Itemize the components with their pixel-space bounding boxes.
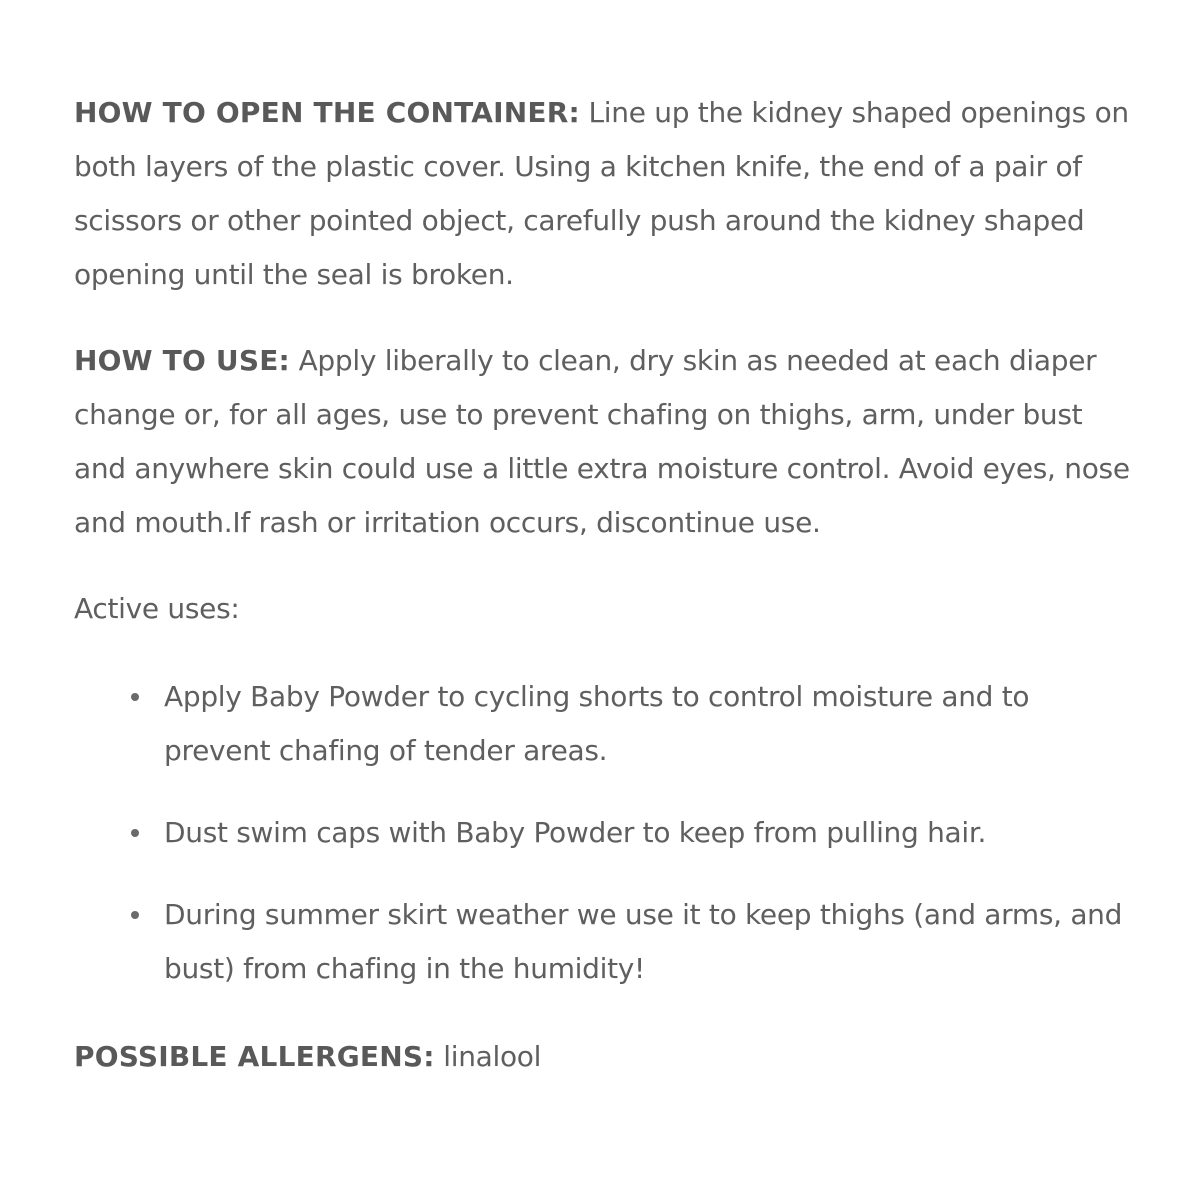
list-item-text: During summer skirt weather we use it to keep thighs (and arms, and bust) from chafing in the humidity! xyxy=(164,898,1123,985)
how-to-use-heading: HOW TO USE: xyxy=(74,344,290,377)
active-uses-list xyxy=(74,670,1134,996)
list-item xyxy=(164,806,1134,860)
allergens-heading: POSSIBLE ALLERGENS: xyxy=(74,1040,435,1073)
open-container-heading: HOW TO OPEN THE CONTAINER: xyxy=(74,96,580,129)
list-item xyxy=(164,670,1134,778)
bullet-icon xyxy=(131,693,139,701)
list-item-text: Apply Baby Powder to cycling shorts to control moisture and to prevent chafing of tender areas. xyxy=(164,680,1030,767)
open-container-paragraph xyxy=(74,86,1134,302)
how-to-use-text: Apply liberally to clean, dry skin as needed at each diaper change or, for all ages, use to prevent chafing on thighs, arm, under bust and anywhere skin could use a little extra moisture control. Avoid eyes, nose and mouth.If rash or irritation occurs, discontinue use. xyxy=(74,344,1130,539)
bullet-icon xyxy=(131,829,139,837)
active-uses-label: Active uses: xyxy=(74,592,240,625)
bullet-icon xyxy=(131,911,139,919)
list-item-text: Dust swim caps with Baby Powder to keep from pulling hair. xyxy=(164,816,987,849)
allergens-text: linalool xyxy=(443,1040,542,1073)
how-to-use-paragraph xyxy=(74,334,1134,550)
product-description xyxy=(74,86,1134,1116)
list-item xyxy=(164,888,1134,996)
allergens-paragraph xyxy=(74,1030,1134,1084)
open-container-text: Line up the kidney shaped openings on both layers of the plastic cover. Using a kitchen knife, the end of a pair of scissors or other pointed object, carefully push around the kidney shaped opening until the seal is broken. xyxy=(74,96,1129,291)
